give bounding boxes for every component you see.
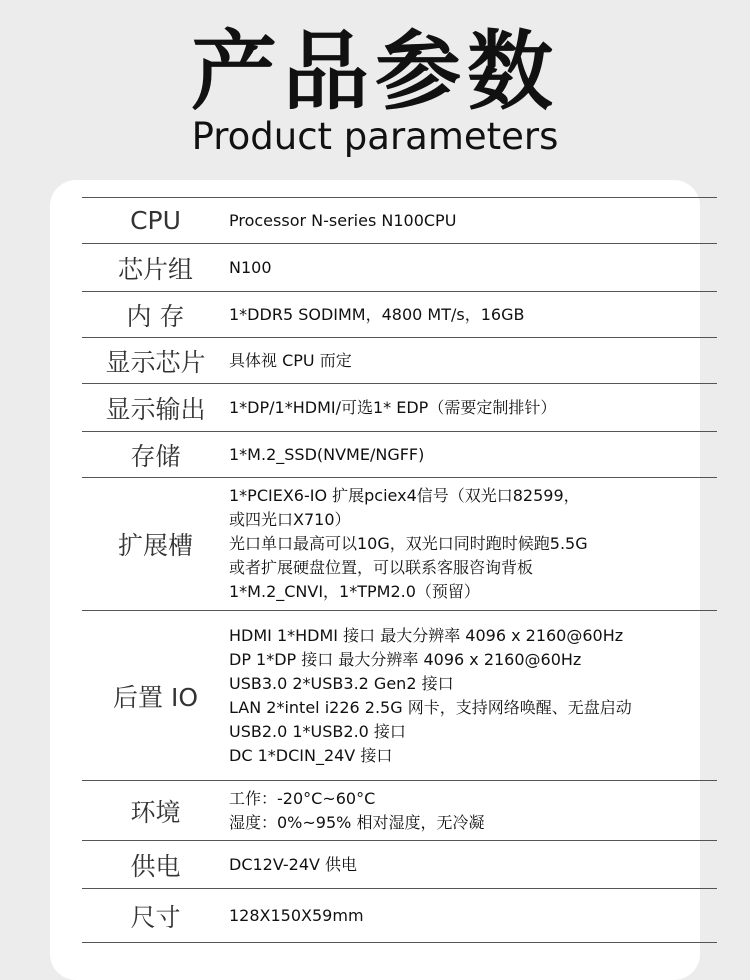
spec-value-line: 光口单口最高可以10G，双光口同时跑时候跑5.5G	[229, 534, 588, 553]
spec-value-line: DC12V-24V 供电	[229, 854, 358, 874]
spec-value-line: DC 1*DCIN_24V 接口	[229, 745, 393, 765]
spec-value-line: 128X150X59mm	[229, 905, 364, 925]
spec-value-line: USB2.0 1*USB2.0 接口	[229, 721, 406, 741]
spec-row-environment	[82, 781, 717, 841]
spec-row-gpu	[82, 338, 717, 384]
spec-value-line: HDMI 1*HDMI 接口 最大分辨率 4096 x 2160@60Hz	[229, 625, 624, 645]
spec-value-line: 或四光口X710）	[229, 510, 351, 529]
spec-row-storage	[82, 432, 717, 478]
spec-card	[50, 180, 700, 980]
spec-label: 芯片组	[117, 254, 193, 284]
spec-label: 供电	[130, 851, 181, 881]
spec-value	[229, 841, 717, 889]
spec-value-line: 1*M.2_CNVI，1*TPM2.0（预留）	[229, 582, 480, 601]
spec-row-power	[82, 841, 717, 889]
spec-value-line: 湿度：0%~95% 相对湿度，无冷凝	[229, 812, 485, 832]
spec-label: 后置 IO	[113, 682, 198, 712]
spec-label: 环境	[130, 797, 181, 827]
spec-row-cpu	[82, 198, 717, 244]
spec-row-chipset	[82, 244, 717, 292]
spec-label: 显示芯片	[105, 347, 206, 377]
spec-value-line: USB3.0 2*USB3.2 Gen2 接口	[229, 673, 454, 693]
spec-row-dimensions	[82, 889, 717, 943]
spec-value-line: 1*DP/1*HDMI/可选1* EDP（需要定制排针）	[229, 397, 557, 417]
spec-row-display-output	[82, 384, 717, 432]
spec-value-line: Processor N-series N100CPU	[229, 210, 457, 230]
spec-label: CPU	[130, 206, 181, 235]
spec-value	[229, 244, 717, 292]
spec-value	[229, 611, 717, 781]
spec-value	[229, 478, 717, 611]
spec-value-line: 1*DDR5 SODIMM，4800 MT/s，16GB	[229, 304, 525, 324]
spec-value-line: 或者扩展硬盘位置，可以联系客服咨询背板	[229, 558, 534, 577]
spec-row-rear-io	[82, 611, 717, 781]
page-subtitle: Product parameters	[191, 115, 559, 158]
spec-value-line: LAN 2*intel i226 2.5G 网卡，支持网络唤醒、无盘启动	[229, 697, 632, 717]
spec-value-line: N100	[229, 257, 272, 277]
spec-value	[229, 889, 717, 943]
spec-value-line: 工作：-20°C~60°C	[229, 788, 376, 808]
spec-row-expansion	[82, 478, 717, 611]
spec-value-line: DP 1*DP 接口 最大分辨率 4096 x 2160@60Hz	[229, 649, 582, 669]
spec-value	[229, 338, 717, 384]
spec-label: 尺寸	[130, 902, 181, 932]
spec-value	[229, 292, 717, 338]
spec-value	[229, 432, 717, 478]
spec-value-line: 具体视 CPU 而定	[229, 350, 352, 370]
spec-row-memory	[82, 292, 717, 338]
spec-label: 存储	[130, 441, 181, 471]
spec-label: 扩展槽	[117, 531, 193, 560]
spec-value-line: 1*PCIEX6-IO 扩展pciex4信号（双光口82599，	[229, 486, 580, 505]
spec-value-line: 1*M.2_SSD(NVME/NGFF)	[229, 444, 425, 464]
spec-value	[229, 781, 717, 841]
spec-label: 内 存	[126, 301, 185, 331]
spec-table	[82, 197, 717, 943]
spec-label: 显示输出	[105, 394, 206, 424]
spec-value	[229, 198, 717, 244]
spec-value	[229, 384, 717, 432]
page-title: 产品参数	[191, 22, 559, 122]
